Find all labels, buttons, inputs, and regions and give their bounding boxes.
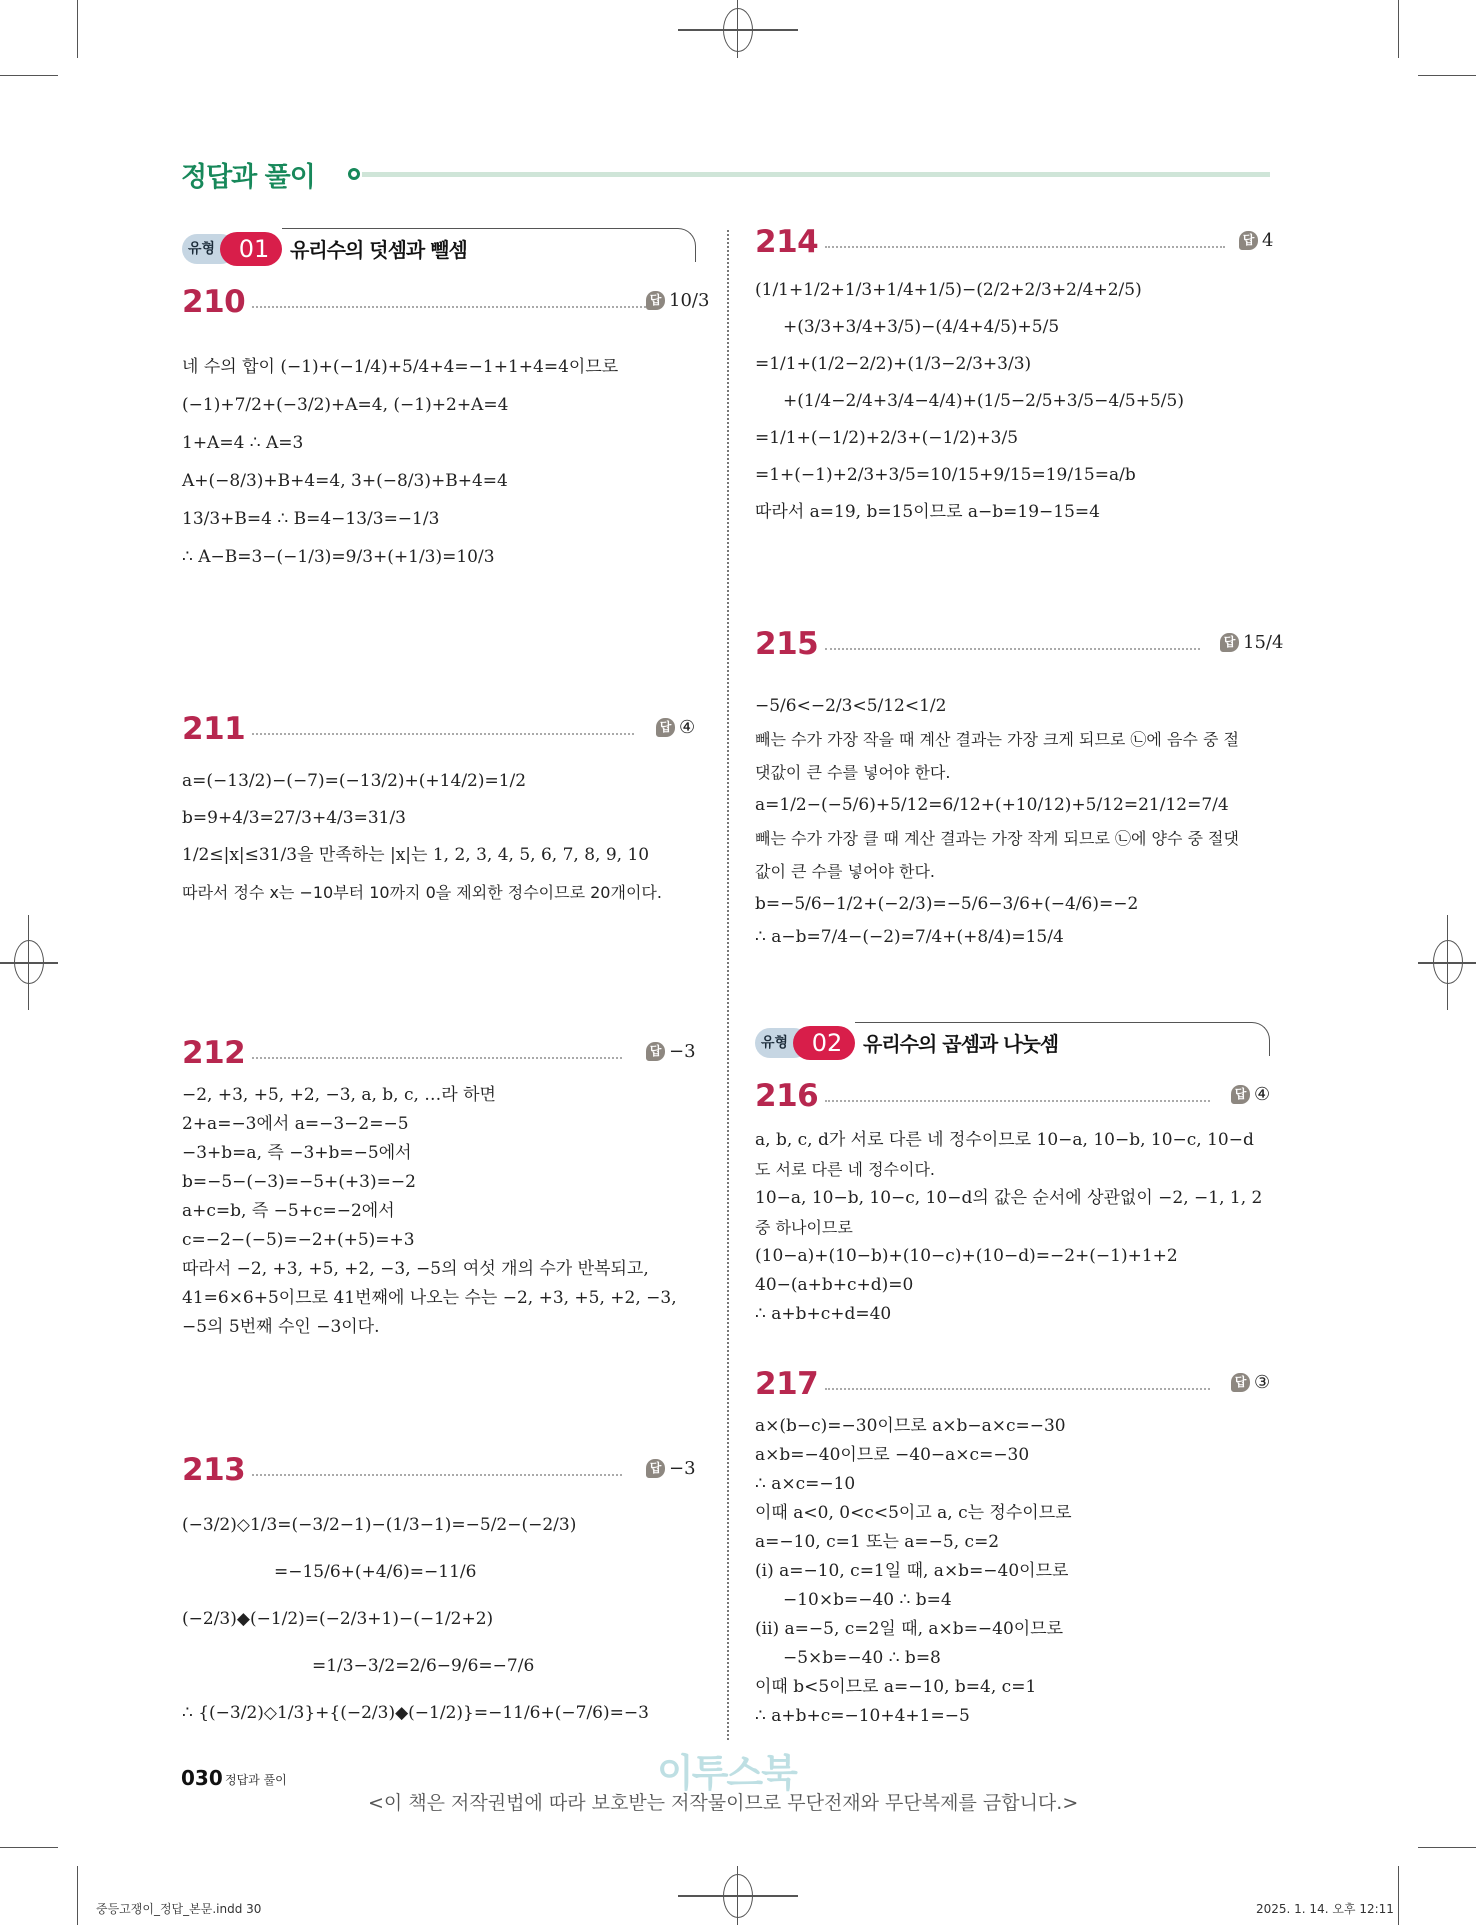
problem-number: 217: [755, 1366, 819, 1402]
solution-line: =1+(−1)+2/3+3/5=10/15+9/15=19/15=a/b: [755, 465, 1136, 485]
solution-line: b=9+4/3=27/3+4/3=31/3: [182, 808, 406, 828]
crop-mark: [1418, 75, 1476, 76]
answer-value: ③: [1254, 1372, 1271, 1393]
dotted-leader: [825, 1100, 1210, 1102]
problem-number: 215: [755, 626, 819, 662]
solution-line: +(3/3+3/4+3/5)−(4/4+4/5)+5/5: [783, 317, 1060, 337]
answer: [1231, 1372, 1270, 1393]
type-badge: 유형: [182, 234, 236, 264]
problem-number: 210: [182, 284, 246, 320]
answer-value: ④: [1254, 1084, 1271, 1105]
solution-line: +(1/4−2/4+3/4−4/4)+(1/5−2/5+3/5−4/5+5/5): [783, 391, 1184, 411]
solution-line: (−2/3)◆(−1/2)=(−2/3+1)−(−1/2+2): [182, 1609, 494, 1629]
answer: [656, 717, 695, 738]
type-badge: 유형: [755, 1028, 809, 1058]
problem-216: [755, 1078, 1270, 1329]
publisher-watermark: 이투스북: [657, 1751, 796, 1795]
solution-line: 네 수의 합이 (−1)+(−1/4)+5/4+4=−1+1+4=4이므로: [182, 357, 619, 377]
registration-circle-icon: [723, 1874, 753, 1918]
crop-mark: [77, 1866, 78, 1925]
column-divider: [727, 230, 729, 1740]
solution-line: 10−a, 10−b, 10−c, 10−d의 값은 순서에 상관없이 −2, −1, 1, 2: [755, 1188, 1263, 1208]
solution-line: (1/1+1/2+1/3+1/4+1/5)−(2/2+2/3+2/4+2/5): [755, 280, 1142, 300]
solution-line: 값이 큰 수를 넣어야 한다.: [755, 862, 935, 881]
solution-line: −5×b=−40 ∴ b=8: [783, 1648, 941, 1668]
answer-value: −3: [669, 1458, 696, 1479]
registration-circle-icon: [14, 940, 44, 984]
solution-line: −5/6<−2/3<5/12<1/2: [755, 696, 947, 716]
problem-217: [755, 1366, 1270, 1731]
solution-line: ∴ a+b+c+d=40: [755, 1304, 892, 1324]
answer: [646, 290, 709, 311]
dotted-leader: [252, 1057, 622, 1059]
solution-line: 41=6×6+5이므로 41번째에 나오는 수는 −2, +3, +5, +2, −3,: [182, 1288, 677, 1308]
answer-icon: 답: [1231, 1373, 1250, 1392]
solution-line: 따라서 −2, +3, +5, +2, −3, −5의 여섯 개의 수가 반복되고,: [182, 1259, 649, 1279]
solution-line: 1+A=4 ∴ A=3: [182, 433, 304, 453]
solution-line: 2+a=−3에서 a=−3−2=−5: [182, 1114, 409, 1134]
crop-mark: [0, 75, 58, 76]
copyright-notice: <이 책은 저작권법에 따라 보호받는 저작물이므로 무단전재와 무단복제를 금합니다.>: [368, 1792, 1079, 1814]
print-slug-date: 2025. 1. 14. 오후 12:11: [1256, 1902, 1394, 1916]
crop-mark: [0, 1847, 58, 1848]
dotted-leader: [252, 733, 634, 735]
solution-line: b=−5/6−1/2+(−2/3)=−5/6−3/6+(−4/6)=−2: [755, 894, 1139, 914]
answer-icon: 답: [1239, 231, 1258, 250]
section-number-badge: 01: [220, 232, 282, 266]
problem-210: [182, 284, 710, 576]
answer: [1239, 230, 1273, 251]
solution-line: a×(b−c)=−30이므로 a×b−a×c=−30: [755, 1416, 1066, 1436]
solution-line: ∴ a×c=−10: [755, 1474, 856, 1494]
crop-mark: [1398, 1866, 1399, 1925]
solution-line: 따라서 정수 x는 −10부터 10까지 0을 제외한 정수이므로 20개이다.: [182, 883, 662, 902]
section-number-badge: 02: [793, 1026, 855, 1060]
solution-line: 이때 a<0, 0<c<5이고 a, c는 정수이므로: [755, 1503, 1072, 1523]
answer: [646, 1041, 696, 1062]
problem-215: [755, 626, 1284, 954]
answer-icon: 답: [656, 718, 675, 737]
answer-value: ④: [679, 717, 696, 738]
answer-value: −3: [669, 1041, 696, 1062]
solution-line: (−3/2)◇1/3=(−3/2−1)−(1/3−1)=−5/2−(−2/3): [182, 1515, 577, 1535]
solution-line: 따라서 a=19, b=15이므로 a−b=19−15=4: [755, 502, 1100, 522]
problem-214: [755, 224, 1274, 531]
answer-icon: 답: [646, 1459, 665, 1478]
header-dot-icon: [348, 168, 360, 180]
solution-line: a=1/2−(−5/6)+5/12=6/12+(+10/12)+5/12=21/12=7/4: [755, 795, 1229, 815]
solution-line: c=−2−(−5)=−2+(+5)=+3: [182, 1230, 415, 1250]
solution-line: (−1)+7/2+(−3/2)+A=4, (−1)+2+A=4: [182, 395, 509, 415]
header-rule: [362, 172, 1270, 177]
answer-value: 15/4: [1243, 632, 1284, 653]
solution-line: a+c=b, 즉 −5+c=−2에서: [182, 1201, 395, 1221]
section-title: 유리수의 덧셈과 뺄셈: [290, 238, 467, 262]
solution-line: ∴ a+b+c=−10+4+1=−5: [755, 1706, 970, 1726]
problem-number: 211: [182, 711, 246, 747]
page-number: 030: [181, 1766, 223, 1790]
solution-line: a×b=−40이므로 −40−a×c=−30: [755, 1445, 1030, 1465]
solution-line: (10−a)+(10−b)+(10−c)+(10−d)=−2+(−1)+1+2: [755, 1246, 1178, 1266]
solution-line: =−15/6+(+4/6)=−11/6: [274, 1562, 477, 1582]
dotted-leader: [825, 648, 1200, 650]
solution-line: 40−(a+b+c+d)=0: [755, 1275, 914, 1295]
answer-icon: 답: [646, 291, 665, 310]
answer-icon: 답: [646, 1042, 665, 1061]
solution-line: =1/1+(1/2−2/2)+(1/3−2/3+3/3): [755, 354, 1032, 374]
problem-212: [182, 1035, 696, 1342]
solution-line: a, b, c, d가 서로 다른 네 정수이므로 10−a, 10−b, 10−c, 10−d: [755, 1130, 1254, 1150]
solution-line: 13/3+B=4 ∴ B=4−13/3=−1/3: [182, 509, 440, 529]
answer-value: 10/3: [669, 290, 710, 311]
solution-line: 이때 b<5이므로 a=−10, b=4, c=1: [755, 1677, 1037, 1697]
crop-mark: [1398, 0, 1399, 58]
section-title: 유리수의 곱셈과 나눗셈: [863, 1032, 1059, 1056]
solution-line: 도 서로 다른 네 정수이다.: [755, 1160, 935, 1179]
solution-line: b=−5−(−3)=−5+(+3)=−2: [182, 1172, 416, 1192]
dotted-leader: [252, 306, 662, 308]
section-heading-02: [755, 1022, 1270, 1056]
problem-number: 213: [182, 1452, 246, 1488]
problem-213: [182, 1452, 696, 1737]
problem-211: [182, 711, 696, 911]
solution-line: a=−10, c=1 또는 a=−5, c=2: [755, 1532, 1000, 1552]
solution-line: =1/3−3/2=2/6−9/6=−7/6: [312, 1656, 535, 1676]
solution-line: ∴ a−b=7/4−(−2)=7/4+(+8/4)=15/4: [755, 927, 1064, 947]
solution-line: a=(−13/2)−(−7)=(−13/2)+(+14/2)=1/2: [182, 771, 527, 791]
solution-line: 1/2≤|x|≤31/3을 만족하는 |x|는 1, 2, 3, 4, 5, 6, 7, 8, 9, 10: [182, 845, 650, 865]
answer-icon: 답: [1220, 633, 1239, 652]
problem-number: 212: [182, 1035, 246, 1071]
registration-circle-icon: [723, 8, 753, 52]
solution-line: −10×b=−40 ∴ b=4: [783, 1590, 952, 1610]
solution-line: =1/1+(−1/2)+2/3+(−1/2)+3/5: [755, 428, 1019, 448]
dotted-leader: [825, 246, 1225, 248]
print-slug-file: 중등고쟁이_정답_본문.indd 30: [96, 1902, 262, 1916]
problem-number: 216: [755, 1078, 819, 1114]
answer-icon: 답: [1231, 1085, 1250, 1104]
solution-line: ∴ A−B=3−(−1/3)=9/3+(+1/3)=10/3: [182, 547, 495, 567]
problem-number: 214: [755, 224, 819, 260]
answer-value: 4: [1262, 230, 1274, 251]
answer: [646, 1458, 696, 1479]
crop-mark: [77, 0, 78, 58]
crop-mark: [1418, 1847, 1476, 1848]
answer: [1220, 632, 1283, 653]
solution-line: (ii) a=−5, c=2일 때, a×b=−40이므로: [755, 1619, 1064, 1639]
answer: [1231, 1084, 1270, 1105]
solution-line: 빼는 수가 가장 작을 때 계산 결과는 가장 크게 되므로 ㉡에 음수 중 절: [755, 730, 1239, 749]
solution-line: ∴ {(−3/2)◇1/3}+{(−2/3)◆(−1/2)}=−11/6+(−7/6)=−3: [182, 1703, 649, 1723]
section-heading-01: [182, 228, 696, 262]
solution-line: −2, +3, +5, +2, −3, a, b, c, …라 하면: [182, 1085, 496, 1105]
solution-line: −5의 5번째 수인 −3이다.: [182, 1317, 380, 1337]
registration-circle-icon: [1433, 940, 1463, 984]
page-footer-label: 정답과 풀이: [225, 1773, 287, 1787]
solution-line: A+(−8/3)+B+4=4, 3+(−8/3)+B+4=4: [182, 471, 508, 491]
dotted-leader: [252, 1474, 622, 1476]
solution-line: (i) a=−10, c=1일 때, a×b=−40이므로: [755, 1561, 1069, 1581]
page-header-title: 정답과 풀이: [181, 162, 315, 193]
solution-line: 댓값이 큰 수를 넣어야 한다.: [755, 763, 951, 782]
solution-line: 중 하나이므로: [755, 1218, 853, 1237]
solution-line: 빼는 수가 가장 클 때 계산 결과는 가장 작게 되므로 ㉡에 양수 중 절댓: [755, 829, 1239, 848]
dotted-leader: [825, 1388, 1210, 1390]
solution-line: −3+b=a, 즉 −3+b=−5에서: [182, 1143, 412, 1163]
